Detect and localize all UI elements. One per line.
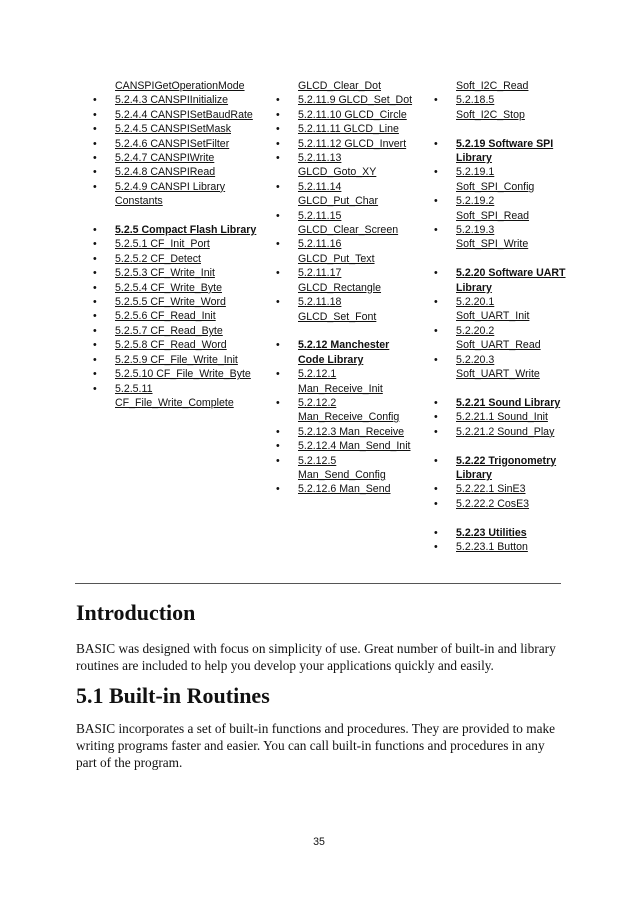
toc-link[interactable]: 5.2.5.8 CF_Read_Word	[115, 339, 227, 352]
toc-entry[interactable]	[91, 266, 261, 280]
toc-entry[interactable]	[274, 295, 424, 309]
toc-entry[interactable]	[274, 237, 424, 251]
toc-link[interactable]: 5.2.12.2	[298, 396, 337, 409]
toc-entry[interactable]	[274, 468, 424, 482]
toc-link[interactable]: 5.2.5.6 CF_Read_Init	[115, 310, 216, 323]
toc-link[interactable]: 5.2.5.5 CF_Write_Word	[115, 296, 226, 309]
toc-entry[interactable]	[91, 194, 261, 208]
toc-entry[interactable]	[274, 194, 424, 208]
toc-entry[interactable]	[91, 108, 261, 122]
toc-link[interactable]: 5.2.12.5	[298, 454, 337, 467]
toc-entry[interactable]	[91, 137, 261, 151]
toc-link[interactable]: Library	[456, 152, 492, 165]
bullet-icon: •	[93, 166, 97, 179]
introduction-paragraph: BASIC was designed with focus on simplicity of use. Great number of built-in and library routines are included to help you develop your applications quickly and easily.	[76, 641, 556, 673]
toc-column-2	[274, 79, 424, 497]
toc-link[interactable]: 5.2.20 Software UART	[456, 267, 566, 280]
toc-link[interactable]: Constants	[115, 195, 163, 208]
toc-link[interactable]: 5.2.5.7 CF_Read_Byte	[115, 324, 223, 337]
bullet-icon: •	[93, 137, 97, 150]
toc-link[interactable]: 5.2.11.9 GLCD_Set_Dot	[298, 94, 413, 107]
bullet-icon: •	[276, 339, 280, 352]
toc-link[interactable]: GLCD_Set_Font	[298, 310, 377, 323]
toc-link[interactable]: 5.2.4.5 CANSPISetMask	[115, 123, 231, 136]
toc-entry[interactable]	[432, 137, 582, 151]
toc-link[interactable]: 5.2.11.11 GLCD_Line	[298, 123, 399, 136]
toc-link[interactable]: 5.2.12.1	[298, 368, 337, 381]
toc-entry[interactable]	[91, 367, 261, 381]
toc-link[interactable]: 5.2.5.2 CF_Detect	[115, 252, 201, 265]
bullet-icon: •	[276, 267, 280, 280]
toc-entry[interactable]	[91, 223, 261, 237]
bullet-icon: •	[434, 483, 438, 496]
toc-link[interactable]: 5.2.18.5	[456, 94, 495, 107]
bullet-icon: •	[276, 296, 280, 309]
toc-link[interactable]: 5.2.11.15	[298, 209, 342, 222]
builtin-routines-paragraph: BASIC incorporates a set of built-in functions and procedures. They are provided to make writing programs faster and easier. You can call built-in functions and procedures in any part of the program.	[76, 721, 556, 770]
bullet-icon: •	[93, 310, 97, 323]
toc-link[interactable]: 5.2.12 Manchester	[298, 339, 390, 352]
toc-entry[interactable]	[91, 93, 261, 107]
bullet-icon: •	[276, 483, 280, 496]
toc-link[interactable]: 5.2.4.4 CANSPISetBaudRate	[115, 108, 253, 121]
bullet-icon: •	[434, 526, 438, 539]
toc-link[interactable]: 5.2.22.2 CosE3	[456, 497, 530, 510]
toc-entry[interactable]	[91, 382, 261, 396]
toc-entry[interactable]	[91, 79, 261, 93]
toc-link[interactable]: Soft_SPI_Write	[456, 238, 529, 251]
toc-link[interactable]: GLCD_Clear_Dot	[298, 80, 382, 92]
toc-link[interactable]: 5.2.21.1 Sound_Init	[456, 411, 548, 424]
toc-link[interactable]: 5.2.4.3 CANSPIInitialize	[115, 94, 229, 107]
toc-entry[interactable]	[274, 108, 424, 122]
toc-link[interactable]: Soft_UART_Init	[456, 310, 530, 323]
bullet-icon: •	[434, 296, 438, 309]
toc-link[interactable]: 5.2.5 Compact Flash Library	[115, 224, 257, 237]
toc-entry[interactable]	[432, 151, 582, 165]
bullet-icon: •	[93, 152, 97, 165]
bullet-icon: •	[93, 281, 97, 294]
builtin-routines-heading: 5.1 Built-in Routines	[76, 683, 270, 708]
toc-entry[interactable]	[274, 137, 424, 151]
toc-link[interactable]: 5.2.12.3 Man_Receive	[298, 425, 405, 438]
toc-link[interactable]: Library	[456, 281, 492, 294]
toc-link[interactable]: 5.2.4.8 CANSPIRead	[115, 166, 216, 179]
bullet-icon: •	[93, 267, 97, 280]
toc-entry[interactable]	[432, 540, 582, 554]
bullet-icon: •	[434, 224, 438, 237]
toc-link[interactable]: 5.2.11.16	[298, 238, 342, 251]
toc-entry[interactable]	[274, 353, 424, 367]
toc-entry[interactable]	[274, 454, 424, 468]
toc-entry[interactable]	[91, 252, 261, 266]
toc-link[interactable]: 5.2.12.6 Man_Send	[298, 483, 391, 496]
bullet-icon: •	[276, 94, 280, 107]
toc-entry[interactable]	[432, 526, 582, 540]
toc-entry[interactable]	[432, 338, 582, 352]
toc-entry[interactable]	[432, 281, 582, 295]
bullet-icon: •	[93, 123, 97, 136]
bullet-icon: •	[434, 411, 438, 424]
bullet-icon: •	[434, 425, 438, 438]
toc-link[interactable]: 5.2.22 Trigonometry	[456, 454, 557, 467]
page-number: 35	[313, 836, 325, 848]
bullet-icon: •	[93, 238, 97, 251]
toc-entry[interactable]	[432, 223, 582, 237]
toc-link[interactable]: Man_Receive_Init	[298, 382, 383, 395]
bullet-icon: •	[276, 368, 280, 381]
toc-link[interactable]: 5.2.5.3 CF_Write_Init	[115, 267, 215, 280]
toc-link[interactable]: GLCD_Goto_XY	[298, 166, 377, 179]
toc-entry[interactable]	[432, 454, 582, 468]
toc-entry[interactable]	[274, 266, 424, 280]
toc-entry[interactable]	[91, 324, 261, 338]
toc-link[interactable]: Soft_I2C_Read	[456, 80, 529, 92]
introduction-heading: Introduction	[76, 600, 196, 625]
toc-link[interactable]: 5.2.19.1	[456, 166, 495, 179]
toc-entry[interactable]	[432, 108, 582, 122]
toc-entry[interactable]	[274, 367, 424, 381]
toc-link[interactable]: 5.2.11.12 GLCD_Invert	[298, 137, 407, 150]
toc-entry[interactable]	[274, 338, 424, 352]
bullet-icon: •	[93, 180, 97, 193]
toc-link[interactable]: 5.2.21 Sound Library	[456, 396, 561, 409]
toc-entry[interactable]	[274, 281, 424, 295]
toc-entry[interactable]	[432, 396, 582, 410]
toc-link[interactable]: Soft_UART_Read	[456, 339, 541, 352]
toc-link[interactable]: 5.2.5.10 CF_File_Write_Byte	[115, 368, 251, 381]
toc-entry[interactable]	[274, 151, 424, 165]
bullet-icon: •	[276, 440, 280, 453]
toc-entry[interactable]	[91, 338, 261, 352]
toc-link[interactable]: 5.2.11.10 GLCD_Circle	[298, 108, 407, 121]
toc-link[interactable]: 5.2.4.9 CANSPI Library	[115, 180, 226, 193]
toc-link[interactable]: 5.2.19 Software SPI	[456, 137, 554, 150]
toc-link[interactable]: 5.2.23 Utilities	[456, 526, 527, 539]
bullet-icon: •	[93, 324, 97, 337]
toc-column-3	[432, 79, 582, 554]
bullet-icon: •	[93, 108, 97, 121]
bullet-icon: •	[434, 267, 438, 280]
toc-entry[interactable]	[432, 209, 582, 223]
toc-entry[interactable]	[432, 410, 582, 424]
bullet-icon: •	[276, 108, 280, 121]
toc-link[interactable]: 5.2.11.18	[298, 296, 342, 309]
bullet-icon: •	[276, 137, 280, 150]
bullet-icon: •	[93, 368, 97, 381]
toc-link[interactable]: 5.2.5.4 CF_Write_Byte	[115, 281, 222, 294]
toc-entry[interactable]	[274, 252, 424, 266]
toc-entry[interactable]	[91, 281, 261, 295]
toc-entry[interactable]	[274, 122, 424, 136]
toc-link[interactable]: 5.2.4.6 CANSPISetFilter	[115, 137, 230, 150]
bullet-icon: •	[276, 152, 280, 165]
bullet-icon: •	[276, 396, 280, 409]
toc-link[interactable]: GLCD_Clear_Screen	[298, 224, 399, 237]
toc-entry[interactable]	[432, 93, 582, 107]
bullet-icon: •	[276, 180, 280, 193]
toc-entry[interactable]	[91, 122, 261, 136]
toc-link[interactable]: Code Library	[298, 353, 364, 366]
toc-entry[interactable]	[432, 237, 582, 251]
toc-link[interactable]: 5.2.11.17	[298, 267, 342, 280]
bullet-icon: •	[93, 339, 97, 352]
toc-link[interactable]: 5.2.5.11	[115, 382, 153, 395]
toc-link[interactable]: 5.2.5.1 CF_Init_Port	[115, 238, 210, 251]
bullet-icon: •	[276, 209, 280, 222]
toc-entry[interactable]	[91, 295, 261, 309]
toc-link[interactable]: 5.2.19.2	[456, 195, 495, 208]
toc-entry[interactable]	[432, 165, 582, 179]
toc-link[interactable]: Man_Send_Config	[298, 468, 386, 481]
toc-entry[interactable]	[432, 353, 582, 367]
toc-entry[interactable]	[274, 382, 424, 396]
toc-link[interactable]: 5.2.11.13	[298, 152, 342, 165]
toc-link[interactable]: Library	[456, 468, 492, 481]
toc-entry[interactable]	[432, 79, 582, 93]
toc-entry[interactable]	[274, 79, 424, 93]
toc-entry[interactable]	[274, 439, 424, 453]
toc-link[interactable]: GLCD_Put_Char	[298, 195, 379, 208]
bullet-icon: •	[93, 382, 97, 395]
toc-entry[interactable]	[432, 324, 582, 338]
toc-link[interactable]: 5.2.5.9 CF_File_Write_Init	[115, 353, 238, 366]
toc-column-1	[91, 79, 261, 410]
bullet-icon: •	[434, 324, 438, 337]
bullet-icon: •	[434, 166, 438, 179]
toc-entry[interactable]	[432, 180, 582, 194]
bullet-icon: •	[93, 224, 97, 237]
toc-link[interactable]: 5.2.12.4 Man_Send_Init	[298, 440, 411, 453]
toc-entry[interactable]	[274, 223, 424, 237]
toc-entry[interactable]	[91, 165, 261, 179]
toc-entry[interactable]	[274, 396, 424, 410]
toc-entry[interactable]	[432, 497, 582, 511]
toc-entry[interactable]	[274, 93, 424, 107]
toc-entry[interactable]	[432, 482, 582, 496]
toc-entry[interactable]	[274, 482, 424, 496]
toc-entry[interactable]	[91, 396, 261, 410]
toc-link[interactable]: Soft_SPI_Read	[456, 209, 530, 222]
toc-entry[interactable]	[432, 266, 582, 280]
toc-link[interactable]: 5.2.22.1 SinE3	[456, 483, 526, 496]
toc-entry[interactable]	[91, 353, 261, 367]
toc-entry[interactable]	[274, 425, 424, 439]
toc-link[interactable]: Soft_SPI_Config	[456, 180, 535, 193]
toc-entry[interactable]	[274, 180, 424, 194]
toc-entry[interactable]	[91, 309, 261, 323]
bullet-icon: •	[93, 252, 97, 265]
bullet-icon: •	[434, 353, 438, 366]
toc-link[interactable]: 5.2.21.2 Sound_Play	[456, 425, 555, 438]
bullet-icon: •	[434, 497, 438, 510]
toc-link[interactable]: CF_File_Write_Complete	[115, 396, 234, 409]
toc-link[interactable]: 5.2.20.3	[456, 353, 495, 366]
toc-entry[interactable]	[432, 295, 582, 309]
bullet-icon: •	[276, 238, 280, 251]
toc-link[interactable]: Soft_I2C_Stop	[456, 108, 525, 121]
bullet-icon: •	[276, 425, 280, 438]
bullet-icon: •	[434, 540, 438, 553]
bullet-icon: •	[434, 454, 438, 467]
toc-entry[interactable]	[432, 367, 582, 381]
toc-link[interactable]: CANSPIGetOperationMode	[115, 80, 245, 92]
toc-link[interactable]: GLCD_Rectangle	[298, 281, 382, 294]
toc-entry[interactable]	[274, 310, 424, 324]
bullet-icon: •	[434, 137, 438, 150]
toc-link[interactable]: 5.2.19.3	[456, 224, 495, 237]
toc-link[interactable]: 5.2.23.1 Button	[456, 540, 528, 553]
toc-entry[interactable]	[91, 237, 261, 251]
bullet-icon: •	[434, 94, 438, 107]
bullet-icon: •	[93, 353, 97, 366]
toc-link[interactable]: 5.2.20.1	[456, 296, 495, 309]
bullet-icon: •	[434, 195, 438, 208]
toc-link[interactable]: Man_Receive_Config	[298, 411, 400, 424]
bullet-icon: •	[93, 296, 97, 309]
toc-entry[interactable]	[274, 410, 424, 424]
bullet-icon: •	[276, 123, 280, 136]
toc-entry[interactable]	[274, 209, 424, 223]
toc-entry[interactable]	[274, 165, 424, 179]
toc-entry[interactable]	[91, 180, 261, 194]
toc-entry[interactable]	[432, 425, 582, 439]
toc-entry[interactable]	[432, 309, 582, 323]
toc-entry[interactable]	[432, 468, 582, 482]
bullet-icon: •	[434, 396, 438, 409]
toc-link[interactable]: 5.2.11.14	[298, 180, 342, 193]
toc-link[interactable]: GLCD_Put_Text	[298, 252, 375, 265]
toc-entry[interactable]	[91, 151, 261, 165]
toc-link[interactable]: Soft_UART_Write	[456, 368, 540, 381]
toc-link[interactable]: 5.2.4.7 CANSPIWrite	[115, 152, 215, 165]
bullet-icon: •	[93, 94, 97, 107]
section-divider	[75, 583, 561, 584]
bullet-icon: •	[276, 454, 280, 467]
toc-link[interactable]: 5.2.20.2	[456, 324, 495, 337]
toc-entry[interactable]	[432, 194, 582, 208]
